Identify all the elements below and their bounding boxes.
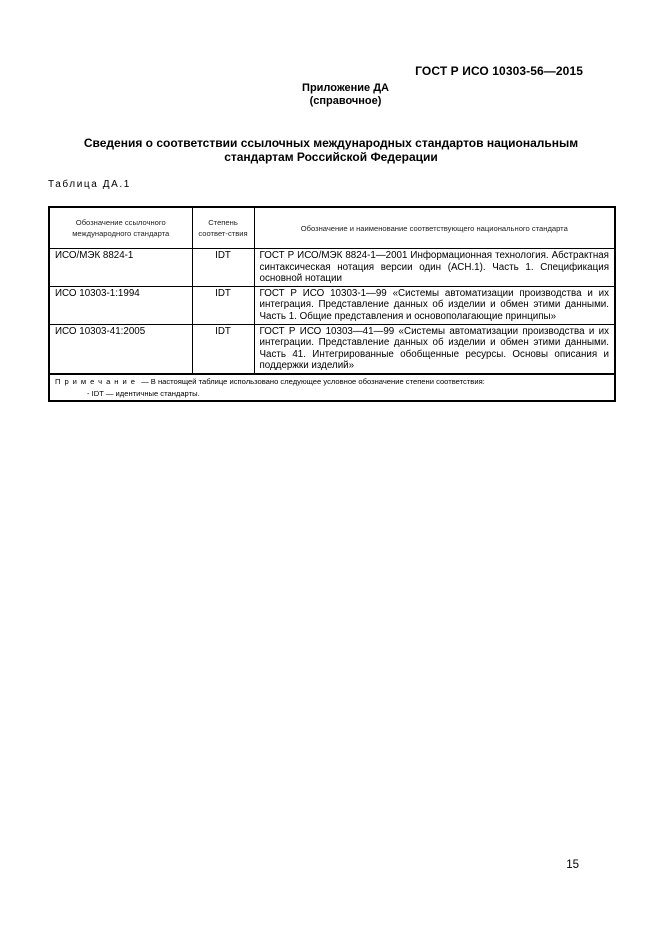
table-row <box>49 249 615 287</box>
note-label: Примечание <box>55 376 139 386</box>
table-caption: Таблица ДА.1 <box>48 179 131 190</box>
column-header-degree: Степень соответ-ствия <box>192 207 254 249</box>
national-standard-cell: ГОСТ Р ИСО 10303-1—99 «Системы автоматизации производства и их интеграция. Представление данных об изделии и обмен этими данными. Часть 1. Общие представления и основополагающие принципы» <box>254 286 615 324</box>
table-note <box>49 374 615 401</box>
annex-title: Приложение ДА <box>302 82 389 94</box>
note-item: - IDT — идентичные стандарты. <box>87 388 200 398</box>
note-text: — В настоящей таблице использовано следующее условное обозначение степени соответствия: <box>138 376 485 386</box>
reference-standard-cell: ИСО/МЭК 8824-1 <box>49 249 192 287</box>
column-header-national: Обозначение и наименование соответствующего национального стандарта <box>254 207 615 249</box>
table-row <box>49 324 615 374</box>
reference-standard-cell: ИСО 10303-1:1994 <box>49 286 192 324</box>
degree-cell: IDT <box>192 286 254 324</box>
national-standard-cell: ГОСТ Р ИСО 10303—41—99 «Системы автоматизации производства и их интеграции. Представление данных об изделии и обмен этими данными. Часть 41. Интегрированные обобщенные ресурсы. Основы описания и поддержки изделий» <box>254 324 615 374</box>
correspondence-table <box>48 206 616 402</box>
standard-code-header: ГОСТ Р ИСО 10303-56—2015 <box>415 64 583 78</box>
degree-cell: IDT <box>192 249 254 287</box>
reference-standard-cell: ИСО 10303-41:2005 <box>49 324 192 374</box>
national-standard-cell: ГОСТ Р ИСО/МЭК 8824-1—2001 Информационная технология. Абстрактная синтаксическая нотация версии один (АСН.1). Часть 1. Спецификация основной нотации <box>254 249 615 287</box>
column-header-reference: Обозначение ссылочного международного стандарта <box>49 207 192 249</box>
table-row <box>49 286 615 324</box>
annex-heading <box>0 82 661 108</box>
page-number: 15 <box>566 859 579 871</box>
table-note-row <box>49 374 615 401</box>
document-title: Сведения о соответствии ссылочных международных стандартов национальным стандартам Российской Федерации <box>83 136 579 164</box>
annex-subtitle: (справочное) <box>309 95 382 107</box>
degree-cell: IDT <box>192 324 254 374</box>
table-header-row <box>49 207 615 249</box>
